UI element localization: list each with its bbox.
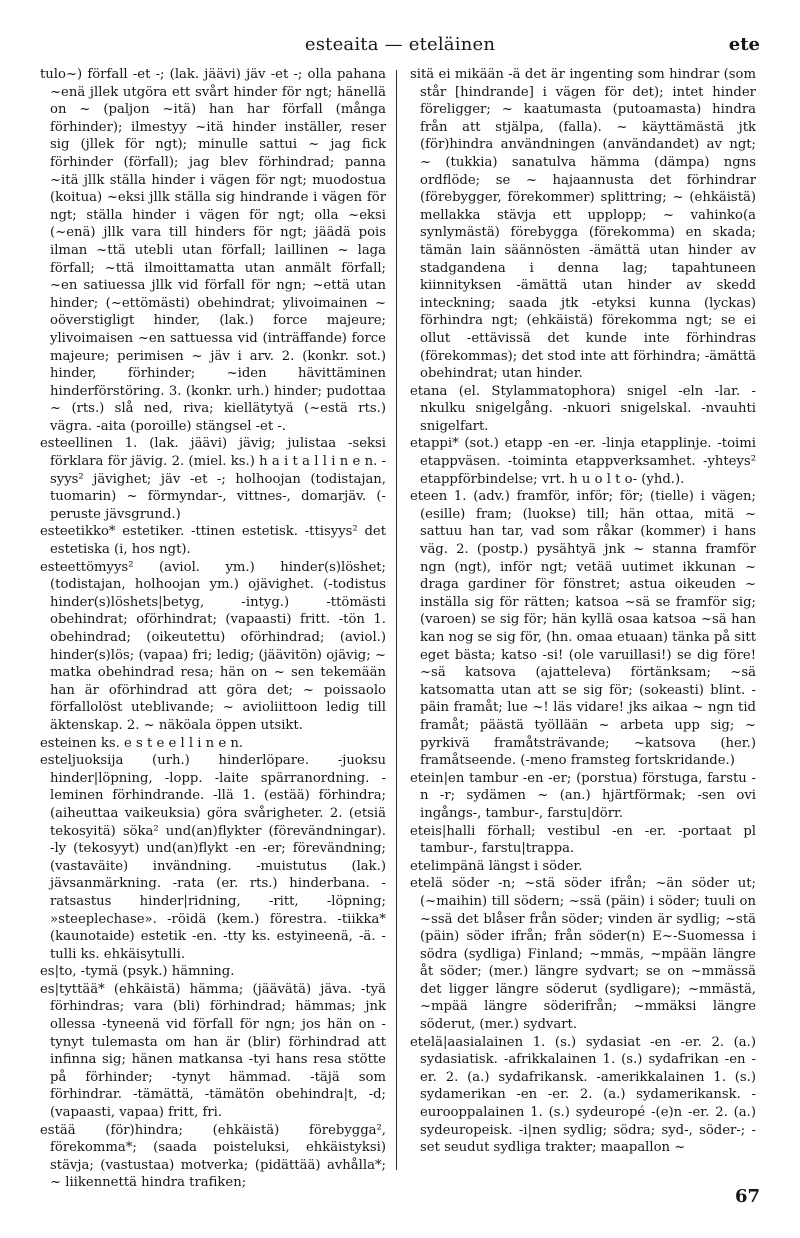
dictionary-columns bbox=[40, 66, 758, 1191]
dictionary-entry: esteetikko* estetiker. -ttinen estetisk. -ttisyys² det estetiska (i, hos ngt). bbox=[40, 524, 386, 558]
column-divider bbox=[396, 70, 397, 1170]
dictionary-entry: estää (för)hindra; (ehkäistä) förebygga², förekomma*; (saada poisteluksi, ehkäistyksi) stävja; (vastustaa) motverka; (pidättää) avhålla*; ~ liikennettä hindra trafiken; bbox=[40, 1122, 386, 1191]
dictionary-entry: tulo~) förfall -et -; (lak. jäävi) jäv -et -; olla pahana ~enä jllek utgöra ett svårt hinder för ngt; hänellä on ~ (paljon ~itä) han har förfall (många förhinder); ilmestyy ~itä hinder inställer, reser sig (jllek för ngt); minulle sattui ~ jag fick förhinder (förfall); jag blev förhindrad; panna ~itä jllk ställa hinder i vägen för ngt; muodostua (koitua) ~eksi jllk ställa sig hindrande i vägen för ngt; ställa hinder i vägen för ngt; olla ~eksi (~enä) jllk vara till hinders för ngt; jäädä pois ilman ~ttä utebli utan förfall; laillinen ~ laga förfall; ~ttä ilmoittamatta utan anmält förfall; ~en satiuessa jllk vid förfall för ngn; ~että utan hinder; (~ettömästi) obehindrat; ylivoimainen ~ oöverstigligt hinder, (lak.) force majeure; ylivoimaisen ~en sattuessa vid (inträffande) force majeure; perimisen ~ jäv i arv. 2. (konkr. sot.) hinder, förhinder; ~iden hävittäminen hinderförstöring. 3. (konkr. urh.) hinder; pudottaa ~ (rts.) slå ned, riva; kiellätytyä (~estä rts.) vägra. -aita (poroille) stängsel -et -. bbox=[40, 67, 386, 434]
dictionary-entry: eteis|halli förhall; vestibul -en -er. -portaat pl tambur-, farstu|trappa. bbox=[410, 823, 756, 857]
dictionary-entry: sitä ei mikään -ä det är ingenting som hindrar (som står [hindrande] i vägen för det); intet hinder föreligger; ~ kaatumasta (putoamasta) hindra från att stjälpa, (falla). ~ käyttämästä jtk (för)hindra användningen (användandet) av ngt; ~ (tukkia) sanatulva hämma (dämpa) ngns ordflöde; se ~ hajaannusta det förhindrar (förebygger, förekommer) splittring; ~ (ehkäistä) mellakka stävja ett upplopp; ~ vahinko(a synlymästä) förebygga (förekomma) en skada; tämän lain säännösten -ämättä utan hinder av stadgandena i denna lag; tapahtuneen kiinnityksen -ämättä utan hinder av skedd inteckning; saada jtk -etyksi kunna (lyckas) förhindra ngt; (ehkäistä) förekomma ngt; se ei ollut -ettävissä det kunde inte förhindras (förekommas); det stod inte att förhindra; -ämättä obehindrat; utan hinder. bbox=[410, 67, 756, 382]
right-column bbox=[410, 66, 756, 1176]
dictionary-entry: etappi* (sot.) etapp -en -er. -linja etapplinje. -toimi etappväsen. -toiminta etappverksamhet. -yhteys² etappförbindelse; vrt. h u o l t o- (yhd.). bbox=[410, 436, 756, 487]
left-column bbox=[40, 66, 386, 1191]
dictionary-entry: etelä|aasialainen 1. (s.) sydasiat -en -er. 2. (a.) sydasiatisk. -afrikkalainen 1. (s.) sydafrikan -en -er. 2. (a.) sydafrikansk. -amerikkalainen 1. (s.) sydamerikan -en -er. 2. (a.) sydamerikansk. -eurooppalainen 1. (s.) sydeuropé -(e)n -er. 2. (a.) sydeuropeisk. -i|nen sydlig; södra; syd-, söder-; -set seudut sydliga trakter; maapallon ~ bbox=[410, 1034, 756, 1156]
dictionary-entry: etana (el. Stylammatophora) snigel -eln -lar. -nkulku snigelgång. -nkuori snigelskal. -nvauhti snigelfart. bbox=[410, 383, 756, 434]
dictionary-entry: etelimpänä längst i söder. bbox=[410, 858, 583, 874]
page-header bbox=[40, 34, 760, 60]
dictionary-entry: es|tyttää* (ehkäistä) hämma; (jäävätä) jäva. -tyä förhindras; vara (bli) förhindrad; hämmas; jnk ollessa -tyneenä vid förfall för ngn; jos hän on -tynyt tulemasta om han är (blir) förhindrad att infinna sig; hänen matkansa -tyi hans resa stötte på förhinder; -tynyt hämmad. -täjä som förhindrar. -tämättä, -tämätön obehindra|t, -d; (vapaasti, vapaa) fritt, fri. bbox=[40, 981, 386, 1121]
dictionary-entry: esteljuoksija (urh.) hinderlöpare. -juoksu hinder|löpning, -lopp. -laite spärranordning. -leminen förhindrande. -llä 1. (estää) förhindra; (aiheuttaa vaikeuksia) göra svårigheter. 2. (etsiä tekosyitä) söka² und(an)flykter (förevändningar). -ly (tekosyyt) und(an)flykt -en -er; förevändning; (vastaväite) invändning. -muistutus (lak.) jävsanmärkning. -rata (er. rts.) hinderbana. -ratsastus hinder|ridning, -ritt, -löpning; »steeplechase». -röidä (kem.) förestra. -tiikka* (kaunotaide) estetik -en. -tty ks. estyineenä, -ä. -tulli ks. ehkäisytulli. bbox=[40, 753, 386, 962]
page-number: 67 bbox=[734, 1186, 760, 1207]
page-title: esteaita — eteläinen bbox=[304, 34, 496, 55]
dictionary-entry: esteinen ks. e s t e e l l i n e n. bbox=[40, 735, 244, 751]
dictionary-entry: es|to, -tymä (psyk.) hämning. bbox=[40, 964, 235, 980]
dictionary-entry: esteellinen 1. (lak. jäävi) jävig; julistaa -seksi förklara för jävig. 2. (miel. ks.) h a i t a l l i n e n. -syys² jävighet; jäv -et -; holhoojan (todistajan, tuomarin) ~ förmyndar-, vittnes-, domarjäv. (-peruste jävsgrund.) bbox=[40, 436, 386, 522]
dictionary-entry: etein|en tambur -en -er; (porstua) förstuga, farstu -n -r; sydämen ~ (an.) hjärtförmak; -sen ovi ingångs-, tambur-, farstu|dörr. bbox=[410, 770, 756, 821]
dictionary-entry: esteettömyys² (aviol. ym.) hinder(s)löshet; (todistajan, holhoojan ym.) ojävighet. (-todistus hinder(s)löshets|betyg, -intyg.) -ttömästi obehindrat; oförhindrat; (vapaasti) fritt. -tön 1. obehindrad; (oikeutettu) oförhindrad; (aviol.) hinder(s)lös; (vapaa) fri; ledig; (jäävitön) ojävig; ~ matka obehindrad resa; hän on ~ sen tekemään han är oförhindrad att göra det; ~ poissaolo förfallolöst uteblivande; ~ avioliittoon ledig till äktenskap. 2. ~ näköala öppen utsikt. bbox=[40, 559, 386, 733]
dictionary-entry: etelä söder -n; ~stä söder ifrån; ~än söder ut; (~maihin) till södern; ~ssä (päin) i söder; tuuli on ~ssä det blåser från söder; vinden är sydlig; ~stä (päin) söder ifrån; från söder(n) E~-Suomessa i södra (sydliga) Finland; ~mmäs, ~mpään längre åt söder; (mer.) längre sydvart; se on ~mmässä det ligger längre söderut (sydligare); ~mmästä, ~mpää längre söderifrån; ~mmäksi längre söderut, (mer.) sydvart. bbox=[410, 876, 756, 1033]
guide-word: ete bbox=[728, 34, 760, 55]
dictionary-entry: eteen 1. (adv.) framför, inför; för; (tielle) i vägen; (esille) fram; (luokse) till; hän ottaa, mitä ~ sattuu han tar, vad som råkar (kommer) i hans väg. 2. (postp.) pysähtyä jnk ~ stanna framför ngn (ngt), inför ngt; vetää uutimet ikkunan ~ draga gardiner för fönstret; astua oikeuden ~ inställa sig för rätten; katsoa ~sä se framför sig; (varoen) se sig för; hän kyllä osaa katsoa ~sä han kan nog se sig för, (hn. omaa etuaan) tänka på sitt eget bästa; katso -si! (ole varuillasi!) se dig före! ~sä katsova (ajatteleva) förtänksam; ~sä katsomatta utan att se sig för; (sokeasti) blint. -päin framåt; lue ~! läs vidare! jks aikaa ~ ngn tid framåt; päästä työllään ~ arbeta upp sig; ~ pyrkivä framåtsträvande; ~katsova (her.) framåtseende. (-meno framsteg fortskridande.) bbox=[410, 489, 756, 769]
